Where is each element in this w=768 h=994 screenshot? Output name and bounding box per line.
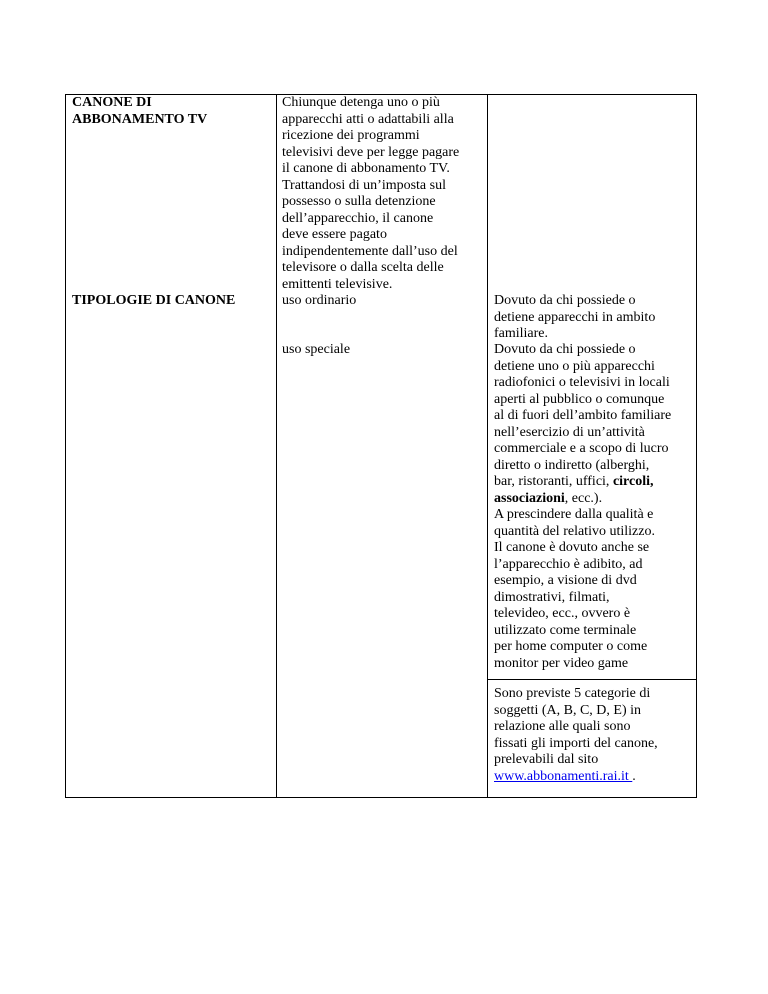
uso-speciale-label: uso speciale: [282, 342, 351, 357]
table-border-bottom: [65, 797, 697, 798]
tipologie-canone-label: TIPOLOGIE DI CANONE: [72, 293, 236, 308]
speciale-text-1: Dovuto da chi possiede o detiene uno o più apparecchi radiofonici o televisivi in locali aperti al pubblico o comunque al di fuori dell’ambito familiare nell’esercizio di un’attività commerciale e a scopo di lucro diretto o indiretto (alberghi, bar, ristoranti, uffici,: [494, 342, 672, 489]
canone-abbonamento-label: CANONE DI ABBONAMENTO TV: [72, 95, 208, 127]
table-divider-col2: [487, 94, 488, 798]
categorie-text: Sono previste 5 categorie di soggetti (A, B, C, D, E) in relazione alle quali sono fissati gli importi del canone, prelevabili dal sito: [494, 686, 658, 767]
uso-speciale-description: [494, 342, 699, 672]
table-divider-col1: [276, 94, 277, 798]
table-border-left: [65, 94, 66, 798]
categorie-description: [494, 686, 699, 785]
categorie-period: .: [632, 768, 636, 784]
speciale-text-bold: circoli, associazioni: [494, 474, 654, 506]
uso-ordinario-description: Dovuto da chi possiede o detiene apparecchi in ambito familiare.: [494, 293, 656, 341]
uso-ordinario-label: uso ordinario: [282, 293, 357, 308]
canone-abbonamento-description: Chiunque detenga uno o più apparecchi atti o adattabili alla ricezione dei programmi televisivi deve per legge pagare il canone di abbonamento TV. Trattandosi di un’imposta sul possesso o sulla detenzione dell’apparecchio, il canone deve essere pagato indipendentemente dall’uso del televisore o dalla scelta delle emittenti televisive.: [282, 95, 460, 292]
table-divider-row: [487, 679, 697, 680]
speciale-text-2: , ecc.). A prescindere dalla qualità e quantità del relativo utilizzo. Il canone è dovuto anche se l’apparecchio è adibito, ad esempio, a visione di dvd dimostrativi, filmati, televideo, ecc., ovvero è utilizzato come terminale per home computer o come monitor per video game: [494, 490, 655, 671]
abbonamenti-rai-link[interactable]: www.abbonamenti.rai.it: [494, 768, 633, 784]
